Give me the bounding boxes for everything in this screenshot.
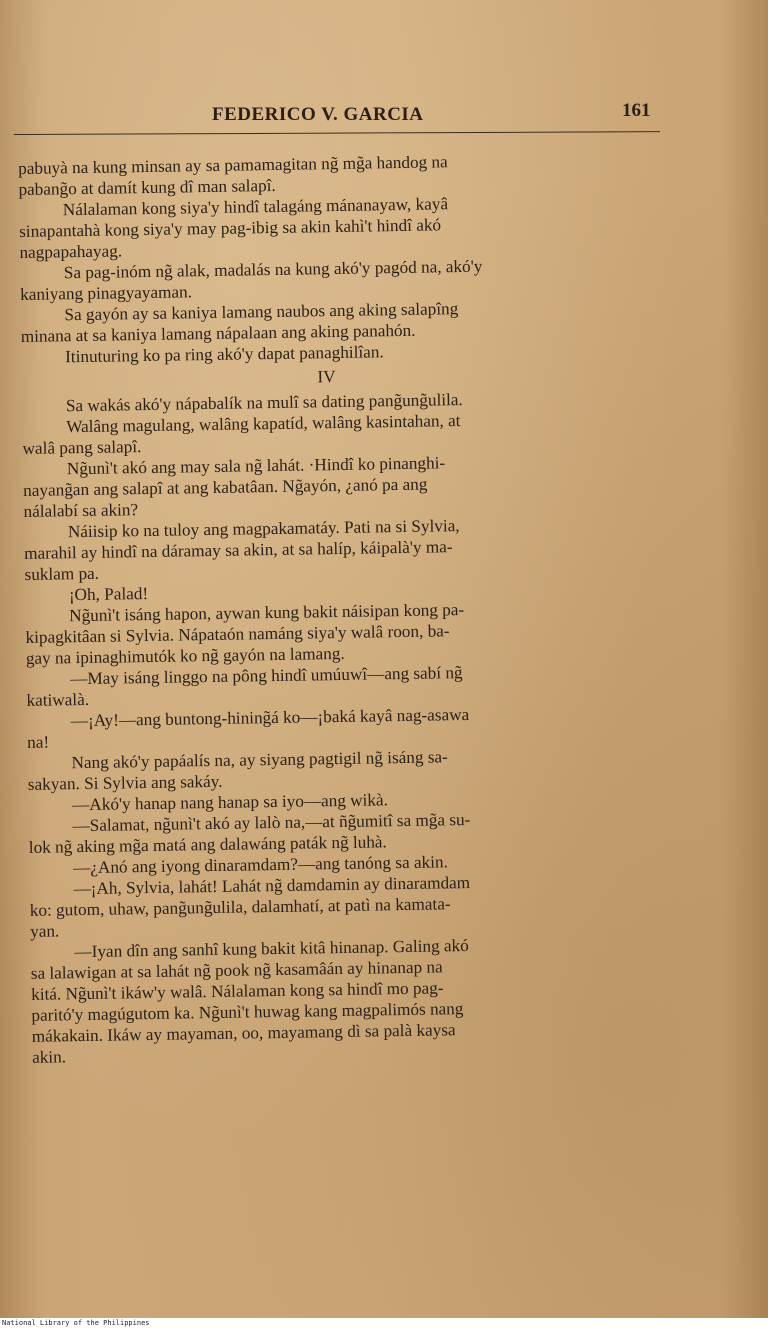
text-line: kipagkitâan si Sylvia. Nápataón namáng siya'y walâ roon, ba-: [25, 621, 450, 647]
text-line: nálalabí sa akin?: [23, 500, 139, 521]
page-header: [0, 98, 768, 128]
page-number: 161: [622, 100, 651, 121]
text-line: —Iyan dîn ang sanhî kung bakit kitâ hinanap. Galing akó: [74, 936, 469, 962]
text-line: —Salamat, ng̃unì't akó ay lalò na,—at ñg̃umitî sa mg̃a su-: [72, 809, 471, 836]
text-line: paritó'y magúgutom ka. Ng̃unì't huwag kang magpalimós nang: [31, 999, 464, 1025]
text-line: Nang akó'y papáalís na, ay siyang pagtigil ng̃ isáng sa-: [71, 747, 448, 773]
text-line: —May isáng linggo na pông hindî umúuwî—ang sabí ng̃: [70, 663, 463, 689]
text-line: ko: gutom, uhaw, pang̃ung̃ulila, dalamhatí, at patì na kamata-: [29, 894, 451, 920]
text-line: —¡Ay!—ang buntong-hining̃á ko—¡baká kayâ nag-asawa: [70, 704, 470, 731]
text-line: —¿Anó ang iyong dinaramdam?—ang tanóng sa akin.: [73, 852, 448, 878]
text-line: gay na ipinaghimutók ko ng̃ gayón na lamang.: [25, 643, 345, 668]
text-line: Náiisip ko na tuloy ang magpakamatáy. Pati na si Sylvia,: [67, 516, 460, 542]
text-line: Ng̃unì't akó ang may sala ng̃ lahát. ·Hindî ko pinanghi-: [66, 453, 446, 479]
text-line: Walâng magulang, walâng kapatíd, walâng kasintahan, at: [66, 411, 461, 437]
text-line: sakyan. Si Sylvia ang sakáy.: [27, 771, 223, 794]
text-line: mákakain. Ikáw ay mayaman, oo, mayamang dì sa palà kaysa: [31, 1020, 456, 1046]
text-line: —¡Ah, Sylvia, lahát! Lahát ng̃ damdamin ay dinaramdam: [73, 872, 471, 899]
text-line: sinapantahà kong siya'y may pag-ibig sa akin kahì't hindî akó: [19, 215, 442, 241]
text-line: Sa gayón ay sa kaniya lamang naubos ang aking salapîng: [64, 299, 459, 325]
section-heading: IV: [317, 367, 336, 387]
text-line: ¡Oh, Palad!: [68, 584, 149, 605]
text-line: Itinuturing ko pa ring akó'y dapat panaghilîan.: [64, 342, 384, 367]
text-line: yan.: [30, 921, 60, 941]
text-line: Sa pag-inóm ng̃ alak, madalás na kung akó'y pagód na, akó'y: [63, 256, 483, 283]
text-line: walâ pang salapî.: [22, 437, 142, 458]
text-line: sa lalawigan at sa lahát ng̃ pook ng̃ kasamâán ay hinanap na: [30, 957, 443, 983]
text-line: kitá. Ng̃unì't ikáw'y walâ. Nálalaman kong sa hindî mo pag-: [30, 978, 444, 1004]
text-line: Sa wakás akó'y nápabalík na mulî sa dating pang̃ung̃ulila.: [65, 390, 463, 416]
text-line: —Akó'y hanap nang hanap sa iyo—ang wikà.: [72, 790, 389, 815]
text-line: pabuyà na kung minsan ay sa pamamagitan ng̃ mg̃a handog na: [18, 152, 448, 178]
text-line: lok ng̃ aking mg̃a matá ang dalawáng paták ng̃ luhà.: [28, 832, 387, 857]
text-line: pabang̃o at damít kung dî man salapî.: [18, 175, 276, 199]
text-line: nayang̃an ang salapî at ang kabatâan. Ng̃ayón, ¿anó pa ang: [23, 474, 428, 500]
text-line: Nálalaman kong siya'y hindî talagáng mánanayaw, kayâ: [62, 194, 449, 220]
text-line: katiwalà.: [26, 689, 90, 710]
text-line: suklam pa.: [24, 563, 100, 584]
running-title: FEDERICO V. GARCIA: [212, 104, 424, 125]
header-rule: [14, 131, 660, 135]
body-text: [18, 148, 678, 1068]
text-line: Ng̃unì't isáng hapon, aywan kung bakit náisipan kong pa-: [69, 600, 465, 626]
text-line: minana at sa kaniya lamang nápalaan ang aking panahón.: [20, 320, 416, 346]
text-line: marahil ay hindî na dáramay sa akin, at sa halíp, káipalà'y ma-: [24, 537, 453, 563]
text-line: na!: [27, 732, 50, 752]
footer: [0, 1318, 768, 1328]
text-line: nagpapahayag.: [19, 241, 123, 262]
footer-credit: National Library of the Philippines: [2, 1319, 150, 1327]
text-line: akin.: [31, 1047, 67, 1067]
text-line: kaniyang pinagyayaman.: [19, 282, 193, 304]
